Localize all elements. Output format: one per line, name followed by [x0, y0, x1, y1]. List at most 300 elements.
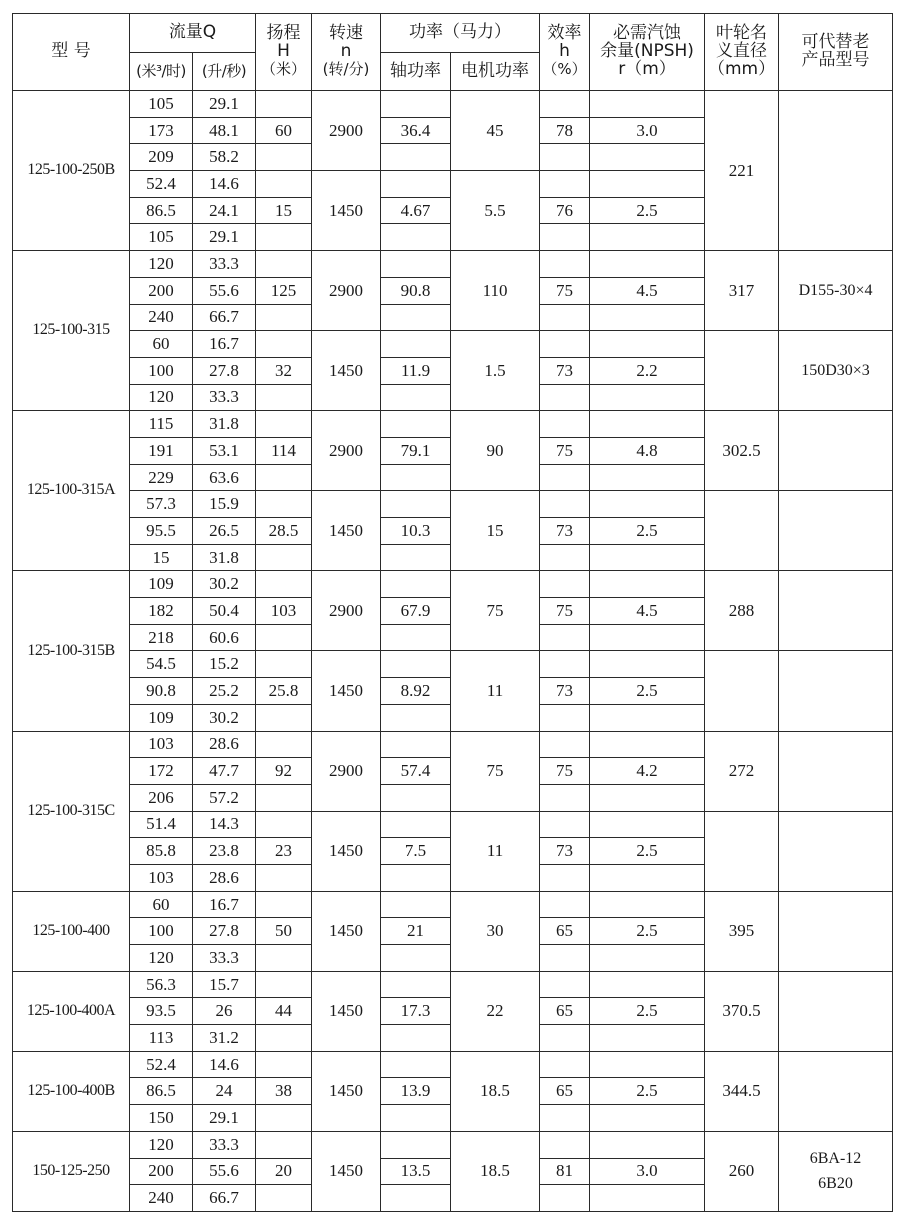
flow-m3h: 103	[130, 864, 193, 891]
shaft-power	[381, 1025, 451, 1052]
flow-m3h: 15	[130, 544, 193, 571]
table-row	[13, 251, 893, 278]
efficiency	[540, 464, 590, 491]
flow-ls: 30.2	[193, 704, 256, 731]
flow-m3h: 60	[130, 891, 193, 918]
flow-m3h: 86.5	[130, 197, 193, 224]
shaft-power	[381, 891, 451, 918]
header-speed-l1: 转速	[329, 23, 364, 44]
shaft-power	[381, 971, 451, 998]
flow-ls: 27.8	[193, 918, 256, 945]
npsh	[590, 1105, 705, 1132]
flow-m3h: 240	[130, 304, 193, 331]
head: 44	[256, 998, 312, 1025]
npsh: 2.5	[590, 998, 705, 1025]
flow-ls: 26	[193, 998, 256, 1025]
header-power: 功率（马力）	[381, 14, 540, 53]
efficiency	[540, 1185, 590, 1212]
shaft-power	[381, 384, 451, 411]
npsh	[590, 304, 705, 331]
flow-ls: 15.2	[193, 651, 256, 678]
shaft-power	[381, 1185, 451, 1212]
head	[256, 811, 312, 838]
flow-ls: 33.3	[193, 1131, 256, 1158]
npsh	[590, 704, 705, 731]
flow-m3h: 86.5	[130, 1078, 193, 1105]
speed: 2900	[312, 731, 381, 811]
efficiency	[540, 864, 590, 891]
shaft-power	[381, 464, 451, 491]
shaft-power: 7.5	[381, 838, 451, 865]
head: 103	[256, 598, 312, 625]
shaft-power: 67.9	[381, 598, 451, 625]
shaft-power	[381, 91, 451, 118]
shaft-power	[381, 544, 451, 571]
head	[256, 1025, 312, 1052]
header-npsh-l1: 必需汽蚀	[613, 23, 682, 44]
replacement-model	[779, 571, 893, 651]
efficiency	[540, 491, 590, 518]
flow-m3h: 240	[130, 1185, 193, 1212]
flow-ls: 31.8	[193, 544, 256, 571]
head	[256, 891, 312, 918]
flow-ls: 31.8	[193, 411, 256, 438]
efficiency	[540, 251, 590, 278]
head	[256, 144, 312, 171]
shaft-power	[381, 224, 451, 251]
motor-power: 45	[451, 91, 540, 171]
flow-ls: 58.2	[193, 144, 256, 171]
replacement-model	[779, 1051, 893, 1131]
npsh	[590, 251, 705, 278]
head	[256, 1185, 312, 1212]
npsh: 4.2	[590, 758, 705, 785]
header-flow-ls: (升/秒)	[193, 53, 256, 91]
speed: 1450	[312, 1131, 381, 1211]
flow-m3h: 100	[130, 918, 193, 945]
flow-ls: 66.7	[193, 1185, 256, 1212]
efficiency	[540, 811, 590, 838]
head	[256, 784, 312, 811]
shaft-power: 17.3	[381, 998, 451, 1025]
header-impeller-l2: 义直径	[716, 41, 768, 62]
flow-m3h: 182	[130, 598, 193, 625]
efficiency	[540, 1131, 590, 1158]
npsh: 2.5	[590, 678, 705, 705]
efficiency	[540, 304, 590, 331]
table-row	[13, 491, 893, 518]
head: 25.8	[256, 678, 312, 705]
efficiency	[540, 544, 590, 571]
motor-power: 75	[451, 571, 540, 651]
motor-power: 18.5	[451, 1131, 540, 1211]
speed: 1450	[312, 811, 381, 891]
head	[256, 704, 312, 731]
npsh	[590, 651, 705, 678]
npsh	[590, 811, 705, 838]
flow-ls: 28.6	[193, 731, 256, 758]
efficiency	[540, 144, 590, 171]
head: 50	[256, 918, 312, 945]
flow-m3h: 120	[130, 384, 193, 411]
flow-ls: 60.6	[193, 624, 256, 651]
header-shaft-power: 轴功率	[381, 53, 451, 91]
flow-ls: 53.1	[193, 437, 256, 464]
efficiency	[540, 411, 590, 438]
impeller-diameter	[705, 811, 779, 891]
motor-power: 1.5	[451, 331, 540, 411]
efficiency: 73	[540, 678, 590, 705]
head	[256, 464, 312, 491]
efficiency	[540, 224, 590, 251]
flow-m3h: 150	[130, 1105, 193, 1132]
npsh: 2.5	[590, 838, 705, 865]
efficiency	[540, 91, 590, 118]
npsh: 2.5	[590, 518, 705, 545]
efficiency	[540, 891, 590, 918]
flow-m3h: 51.4	[130, 811, 193, 838]
flow-m3h: 57.3	[130, 491, 193, 518]
shaft-power	[381, 1105, 451, 1132]
npsh	[590, 731, 705, 758]
shaft-power: 21	[381, 918, 451, 945]
efficiency	[540, 1025, 590, 1052]
shaft-power	[381, 704, 451, 731]
npsh	[590, 464, 705, 491]
speed: 1450	[312, 651, 381, 731]
motor-power: 15	[451, 491, 540, 571]
flow-m3h: 200	[130, 277, 193, 304]
flow-ls: 33.3	[193, 384, 256, 411]
speed: 1450	[312, 331, 381, 411]
replacement-model	[779, 731, 893, 811]
efficiency	[540, 1051, 590, 1078]
flow-m3h: 93.5	[130, 998, 193, 1025]
head: 60	[256, 117, 312, 144]
speed: 1450	[312, 971, 381, 1051]
flow-ls: 31.2	[193, 1025, 256, 1052]
shaft-power	[381, 864, 451, 891]
npsh	[590, 945, 705, 972]
npsh: 2.5	[590, 918, 705, 945]
flow-ls: 14.6	[193, 1051, 256, 1078]
table-header	[13, 14, 893, 91]
flow-ls: 50.4	[193, 598, 256, 625]
head	[256, 1131, 312, 1158]
flow-ls: 48.1	[193, 117, 256, 144]
impeller-diameter: 272	[705, 731, 779, 811]
shaft-power	[381, 731, 451, 758]
efficiency: 65	[540, 1078, 590, 1105]
flow-m3h: 200	[130, 1158, 193, 1185]
shaft-power	[381, 1131, 451, 1158]
shaft-power: 8.92	[381, 678, 451, 705]
flow-m3h: 85.8	[130, 838, 193, 865]
head	[256, 651, 312, 678]
head	[256, 624, 312, 651]
replacement-model	[779, 651, 893, 731]
header-flow: 流量Q	[130, 14, 256, 53]
head	[256, 1051, 312, 1078]
head: 114	[256, 437, 312, 464]
flow-ls: 24	[193, 1078, 256, 1105]
flow-ls: 33.3	[193, 251, 256, 278]
npsh	[590, 624, 705, 651]
shaft-power: 10.3	[381, 518, 451, 545]
header-speed	[312, 14, 381, 91]
flow-ls: 15.9	[193, 491, 256, 518]
replacement-model	[779, 811, 893, 891]
header-head-l3: （米）	[261, 59, 307, 78]
npsh	[590, 784, 705, 811]
flow-m3h: 206	[130, 784, 193, 811]
speed: 2900	[312, 91, 381, 171]
efficiency: 75	[540, 758, 590, 785]
motor-power: 30	[451, 891, 540, 971]
head	[256, 544, 312, 571]
table-row	[13, 891, 893, 918]
shaft-power	[381, 651, 451, 678]
npsh: 4.5	[590, 598, 705, 625]
speed: 2900	[312, 571, 381, 651]
efficiency: 65	[540, 918, 590, 945]
header-model: 型 号	[13, 14, 130, 91]
table-row	[13, 571, 893, 598]
shaft-power	[381, 144, 451, 171]
shaft-power	[381, 571, 451, 598]
motor-power: 11	[451, 811, 540, 891]
replacement-model	[779, 971, 893, 1051]
table-row	[13, 651, 893, 678]
efficiency: 73	[540, 357, 590, 384]
speed: 2900	[312, 251, 381, 331]
head	[256, 384, 312, 411]
speed: 1450	[312, 1051, 381, 1131]
shaft-power	[381, 304, 451, 331]
efficiency	[540, 945, 590, 972]
npsh: 3.0	[590, 117, 705, 144]
model-name: 125-100-400B	[13, 1051, 130, 1131]
head: 32	[256, 357, 312, 384]
impeller-diameter	[705, 331, 779, 411]
header-motor-power: 电机功率	[451, 53, 540, 91]
flow-ls: 29.1	[193, 1105, 256, 1132]
npsh: 2.5	[590, 197, 705, 224]
replacement-model	[779, 491, 893, 571]
efficiency	[540, 171, 590, 198]
header-efficiency	[540, 14, 590, 91]
flow-ls: 63.6	[193, 464, 256, 491]
table-row	[13, 1131, 893, 1158]
npsh	[590, 891, 705, 918]
model-name: 125-100-400	[13, 891, 130, 971]
efficiency	[540, 651, 590, 678]
model-name: 125-100-250B	[13, 91, 130, 251]
flow-ls: 14.3	[193, 811, 256, 838]
efficiency	[540, 731, 590, 758]
flow-m3h: 120	[130, 251, 193, 278]
flow-m3h: 52.4	[130, 1051, 193, 1078]
shaft-power: 36.4	[381, 117, 451, 144]
npsh	[590, 1131, 705, 1158]
header-replacement	[779, 14, 893, 91]
flow-ls: 28.6	[193, 864, 256, 891]
efficiency: 76	[540, 197, 590, 224]
shaft-power	[381, 784, 451, 811]
head	[256, 971, 312, 998]
efficiency	[540, 784, 590, 811]
flow-ls: 29.1	[193, 91, 256, 118]
replacement-model: D155-30×4	[779, 251, 893, 331]
npsh: 2.2	[590, 357, 705, 384]
head	[256, 1105, 312, 1132]
efficiency: 78	[540, 117, 590, 144]
flow-m3h: 120	[130, 1131, 193, 1158]
impeller-diameter: 370.5	[705, 971, 779, 1051]
table-row	[13, 91, 893, 118]
header-head-l1: 扬程	[266, 23, 301, 44]
flow-ls: 66.7	[193, 304, 256, 331]
shaft-power	[381, 945, 451, 972]
flow-ls: 33.3	[193, 945, 256, 972]
flow-m3h: 173	[130, 117, 193, 144]
npsh: 4.8	[590, 437, 705, 464]
npsh	[590, 864, 705, 891]
replacement-model	[779, 91, 893, 251]
motor-power: 75	[451, 731, 540, 811]
header-npsh-l2: 余量(NPSH)	[600, 41, 694, 62]
efficiency: 81	[540, 1158, 590, 1185]
motor-power: 110	[451, 251, 540, 331]
head: 15	[256, 197, 312, 224]
head: 92	[256, 758, 312, 785]
flow-ls: 14.6	[193, 171, 256, 198]
model-name: 125-100-400A	[13, 971, 130, 1051]
shaft-power	[381, 811, 451, 838]
npsh	[590, 171, 705, 198]
flow-m3h: 56.3	[130, 971, 193, 998]
efficiency: 75	[540, 437, 590, 464]
impeller-diameter: 344.5	[705, 1051, 779, 1131]
head	[256, 331, 312, 358]
flow-ls: 24.1	[193, 197, 256, 224]
npsh	[590, 411, 705, 438]
model-name: 150-125-250	[13, 1131, 130, 1211]
flow-m3h: 113	[130, 1025, 193, 1052]
efficiency: 75	[540, 277, 590, 304]
replacement-model: 6BA-12 6B20	[779, 1131, 893, 1211]
npsh	[590, 571, 705, 598]
head: 28.5	[256, 518, 312, 545]
model-name: 125-100-315B	[13, 571, 130, 731]
head: 20	[256, 1158, 312, 1185]
impeller-diameter: 288	[705, 571, 779, 651]
shaft-power: 57.4	[381, 758, 451, 785]
head	[256, 171, 312, 198]
flow-m3h: 209	[130, 144, 193, 171]
shaft-power: 90.8	[381, 277, 451, 304]
replacement-model	[779, 411, 893, 491]
impeller-diameter: 317	[705, 251, 779, 331]
npsh	[590, 544, 705, 571]
table-row	[13, 331, 893, 358]
npsh	[590, 224, 705, 251]
shaft-power: 4.67	[381, 197, 451, 224]
header-speed-l3: (转/分)	[322, 59, 370, 78]
flow-m3h: 52.4	[130, 171, 193, 198]
replacement-model	[779, 891, 893, 971]
flow-m3h: 120	[130, 945, 193, 972]
npsh: 3.0	[590, 1158, 705, 1185]
shaft-power: 13.9	[381, 1078, 451, 1105]
header-speed-l2: n	[340, 41, 352, 62]
flow-m3h: 105	[130, 91, 193, 118]
head	[256, 251, 312, 278]
efficiency	[540, 571, 590, 598]
speed: 2900	[312, 411, 381, 491]
header-flow-m3h: (米³/时)	[130, 53, 193, 91]
flow-ls: 47.7	[193, 758, 256, 785]
npsh	[590, 144, 705, 171]
header-npsh	[590, 14, 705, 91]
table-row	[13, 411, 893, 438]
head	[256, 224, 312, 251]
table-row	[13, 811, 893, 838]
efficiency: 73	[540, 518, 590, 545]
head	[256, 571, 312, 598]
flow-ls: 29.1	[193, 224, 256, 251]
motor-power: 18.5	[451, 1051, 540, 1131]
head	[256, 731, 312, 758]
flow-ls: 16.7	[193, 331, 256, 358]
npsh	[590, 384, 705, 411]
npsh	[590, 491, 705, 518]
efficiency	[540, 971, 590, 998]
efficiency: 73	[540, 838, 590, 865]
npsh	[590, 971, 705, 998]
shaft-power	[381, 171, 451, 198]
header-eff-l3: （%）	[542, 59, 587, 78]
table-row	[13, 971, 893, 998]
npsh	[590, 91, 705, 118]
efficiency	[540, 704, 590, 731]
impeller-diameter: 221	[705, 91, 779, 251]
head	[256, 945, 312, 972]
header-eff-l2: h	[559, 41, 570, 62]
replacement-model: 150D30×3	[779, 331, 893, 411]
impeller-diameter	[705, 651, 779, 731]
flow-ls: 26.5	[193, 518, 256, 545]
flow-ls: 16.7	[193, 891, 256, 918]
efficiency	[540, 331, 590, 358]
head	[256, 491, 312, 518]
flow-m3h: 115	[130, 411, 193, 438]
model-name: 125-100-315C	[13, 731, 130, 891]
head	[256, 864, 312, 891]
motor-power: 5.5	[451, 171, 540, 251]
flow-m3h: 100	[130, 357, 193, 384]
model-name: 125-100-315	[13, 251, 130, 411]
shaft-power	[381, 491, 451, 518]
speed: 1450	[312, 171, 381, 251]
flow-ls: 55.6	[193, 277, 256, 304]
impeller-diameter: 260	[705, 1131, 779, 1211]
motor-power: 90	[451, 411, 540, 491]
flow-m3h: 103	[130, 731, 193, 758]
shaft-power: 13.5	[381, 1158, 451, 1185]
npsh: 2.5	[590, 1078, 705, 1105]
flow-ls: 27.8	[193, 357, 256, 384]
